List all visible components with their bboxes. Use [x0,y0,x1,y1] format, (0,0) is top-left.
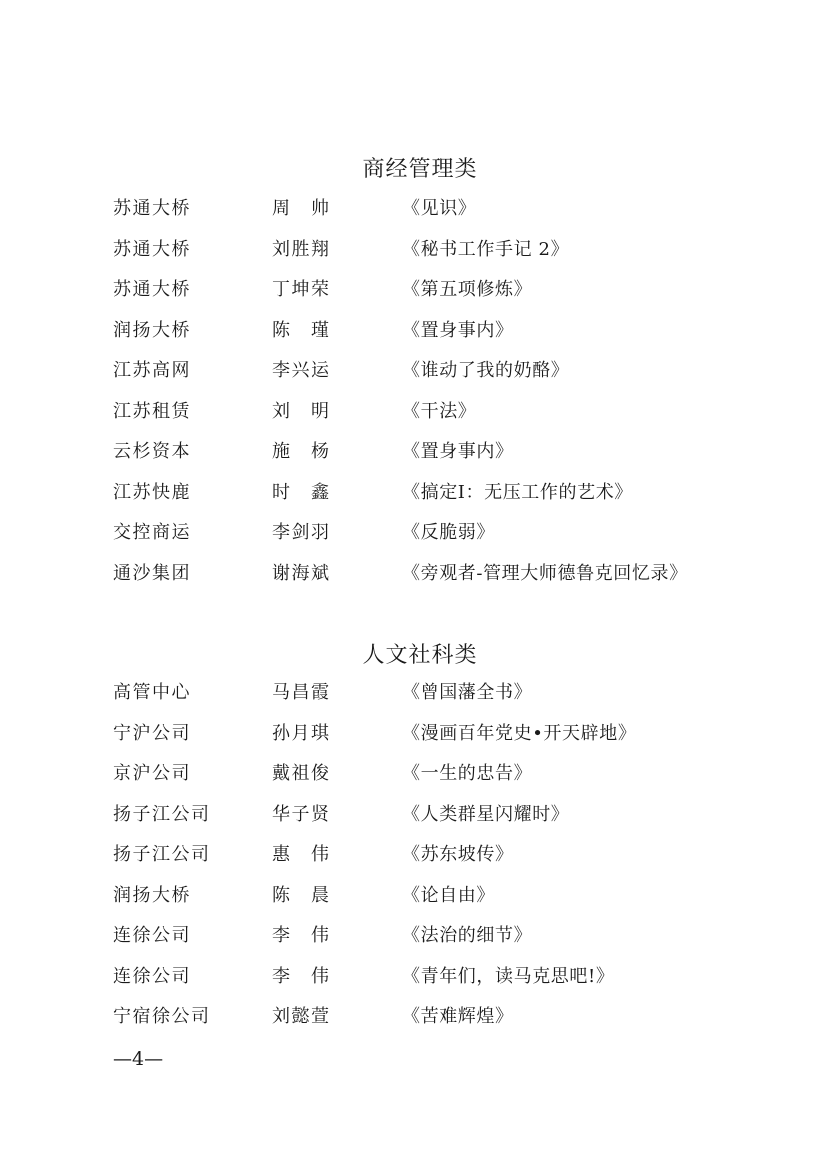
unit-name: 云杉资本 [113,441,191,462]
list-item [0,439,830,480]
person-name: 施 杨 [272,441,331,462]
list-item [0,358,830,399]
unit-name: 润扬大桥 [113,319,191,341]
list-item [0,318,830,359]
unit-name: 润扬大桥 [113,884,191,906]
person-name: 丁坤荣 [272,279,331,300]
list-item [0,520,830,561]
section-title-business: 商经管理类 [362,157,478,182]
person-name: 刘胜翔 [272,238,331,260]
list-item [0,802,830,843]
list-item [0,196,830,237]
list-item [0,1004,830,1045]
list-item [0,399,830,440]
person-name: 李兴运 [272,360,331,381]
book-title: 《秘书工作手记 2》 [402,238,570,260]
book-title: 《人类群星闪耀时》 [402,803,570,825]
unit-name: 江苏高网 [113,360,191,381]
book-title: 《谁动了我的奶酪》 [402,360,570,381]
unit-name: 江苏租赁 [113,400,191,422]
book-title: 《青年们，读马克思吧!》 [402,965,615,987]
person-name: 刘懿萱 [272,1006,331,1027]
book-title: 《搞定Ⅰ：无压工作的艺术》 [402,481,633,503]
unit-name: 京沪公司 [113,763,191,784]
unit-name: 扬子江公司 [113,844,211,865]
list-item [0,842,830,883]
person-name: 刘 明 [272,400,331,422]
book-title: 《置身事内》 [402,441,514,462]
person-name: 马昌霞 [272,682,331,703]
list-item [0,680,830,721]
person-name: 周 帅 [272,198,331,219]
book-title: 《反脆弱》 [402,522,495,543]
list-item [0,721,830,762]
unit-name: 苏通大桥 [113,198,191,219]
unit-name: 苏通大桥 [113,279,191,300]
list-item [0,883,830,924]
section-list-business [0,196,830,601]
page-number: —4— [113,1048,164,1070]
person-name: 谢海斌 [272,562,331,584]
book-title: 《见识》 [402,198,477,219]
unit-name: 连徐公司 [113,965,191,987]
section-list-humanities [0,680,830,1045]
book-title: 《苏东坡传》 [402,844,514,865]
list-item [0,277,830,318]
unit-name: 通沙集团 [113,562,191,584]
list-item [0,923,830,964]
book-title: 《置身事内》 [402,319,514,341]
person-name: 时 鑫 [272,481,331,503]
book-title: 《苦难辉煌》 [402,1006,514,1027]
book-title: 《漫画百年党史•开天辟地》 [402,722,637,744]
unit-name: 交控商运 [113,522,191,543]
section-title-humanities: 人文社科类 [362,643,478,668]
unit-name: 扬子江公司 [113,803,211,825]
unit-name: 苏通大桥 [113,238,191,260]
book-title: 《一生的忠告》 [402,763,533,784]
book-title: 《旁观者-管理大师德鲁克回忆录》 [402,562,688,584]
person-name: 陈 晨 [272,884,331,906]
book-title: 《第五项修炼》 [402,279,533,300]
person-name: 李剑羽 [272,522,331,543]
person-name: 李 伟 [272,965,331,987]
person-name: 孙月琪 [272,722,331,744]
person-name: 戴祖俊 [272,763,331,784]
book-title: 《干法》 [402,400,477,422]
book-title: 《论自由》 [402,884,495,906]
list-item [0,761,830,802]
list-item [0,964,830,1005]
unit-name: 高管中心 [113,682,191,703]
unit-name: 连徐公司 [113,925,191,946]
person-name: 李 伟 [272,925,331,946]
list-item [0,237,830,278]
book-title: 《曾国藩全书》 [402,682,533,703]
person-name: 惠 伟 [272,844,331,865]
list-item [0,480,830,521]
unit-name: 宁沪公司 [113,722,191,744]
book-title: 《法治的细节》 [402,925,533,946]
person-name: 华子贤 [272,803,331,825]
unit-name: 江苏快鹿 [113,481,191,503]
list-item [0,561,830,602]
unit-name: 宁宿徐公司 [113,1006,211,1027]
person-name: 陈 瑾 [272,319,331,341]
